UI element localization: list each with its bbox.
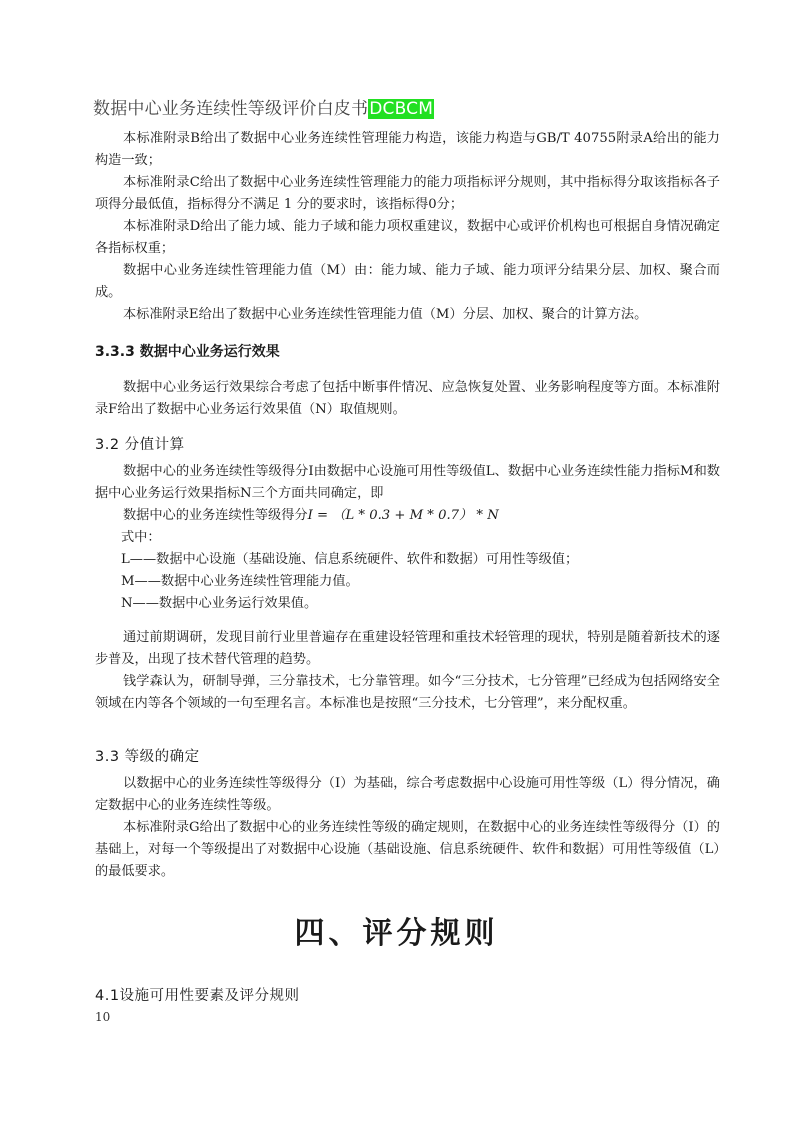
paragraph: 通过前期调研，发现目前行业里普遍存在重建设轻管理和重技术轻管理的现状，特别是随着新技术的逐步普及，出现了技术替代管理的趋势。: [95, 630, 720, 667]
paragraph: 本标准附录G给出了数据中心的业务连续性等级的确定规则，在数据中心的业务连续性等级得分（I）的基础上，对每一个等级提出了对数据中心设施（基础设施、信息系统硬件、软件和数据）可用性等级值（L）的最低要求。: [95, 820, 720, 879]
paragraph: 本标准附录E给出了数据中心业务连续性管理能力值（M）分层、加权、聚合的计算方法。: [123, 307, 648, 322]
section-3-3-3-body: [95, 377, 720, 421]
formula: I = （L * 0.3 + M * 0.7） * N: [307, 508, 499, 523]
paragraph: 本标准附录C给出了数据中心业务连续性管理能力的能力项指标评分规则，其中指标得分取该指标各子项得分最低值，指标得分不满足 1 分的要求时，该指标得0分；: [95, 175, 720, 212]
heading-3-3-3: 3.3.3 数据中心业务运行效果: [95, 344, 280, 360]
paragraph: 数据中心的业务连续性等级得分I由数据中心设施可用性等级值L、数据中心业务连续性能力指标M和数据中心业务运行效果指标N三个方面共同确定，即: [95, 464, 720, 501]
paragraph: 数据中心业务运行效果综合考虑了包括中断事件情况、应急恢复处置、业务影响程度等方面。本标准附录F给出了数据中心业务运行效果值（N）取值规则。: [95, 380, 720, 417]
heading-4-1: 4.1设施可用性要素及评分规则: [95, 988, 300, 1004]
section-3-3-2-body: [95, 128, 720, 326]
commentary-body: [95, 627, 720, 715]
section-3-3-body: [95, 773, 720, 883]
header-tag: DCBCM: [369, 99, 434, 119]
paragraph: 本标准附录D给出了能力域、能力子域和能力项权重建议，数据中心或评价机构也可根据自身情况确定各指标权重；: [95, 219, 720, 256]
definition-N: N——数据中心业务运行效果值。: [121, 596, 318, 611]
paragraph: 以数据中心的业务连续性等级得分（I）为基础，综合考虑数据中心设施可用性等级（L）得分情况，确定数据中心的业务连续性等级。: [95, 776, 720, 813]
section-3-2-body: [95, 461, 720, 615]
where-label: 式中：: [121, 530, 161, 545]
chapter-title: 四、评分规则: [294, 916, 499, 951]
paragraph: 本标准附录B给出了数据中心业务连续性管理能力构造，该能力构造与GB/T 40755附录A给出的能力构造一致；: [95, 131, 720, 168]
page-number: 10: [95, 1010, 111, 1024]
paragraph: 钱学森认为，研制导弹，三分靠技术，七分靠管理。如今“三分技术，七分管理”已经成为包括网络安全领域在内等各个领域的一句至理名言。本标准也是按照“三分技术，七分管理”，来分配权重。: [95, 674, 720, 711]
header-title: 数据中心业务连续性等级评价白皮书: [93, 99, 369, 119]
definition-L: L——数据中心设施（基础设施、信息系统硬件、软件和数据）可用性等级值；: [121, 552, 579, 567]
paragraph: 数据中心业务连续性管理能力值（M）由：能力域、能力子域、能力项评分结果分层、加权、聚合而成。: [95, 263, 720, 300]
formula-prefix: 数据中心的业务连续性等级得分: [123, 508, 308, 523]
running-header: [93, 94, 434, 119]
heading-3-3: 3.3 等级的确定: [95, 749, 200, 765]
heading-3-2: 3.2 分值计算: [95, 437, 185, 453]
formula-line: [95, 505, 720, 527]
definition-M: M——数据中心业务连续性管理能力值。: [121, 574, 359, 589]
